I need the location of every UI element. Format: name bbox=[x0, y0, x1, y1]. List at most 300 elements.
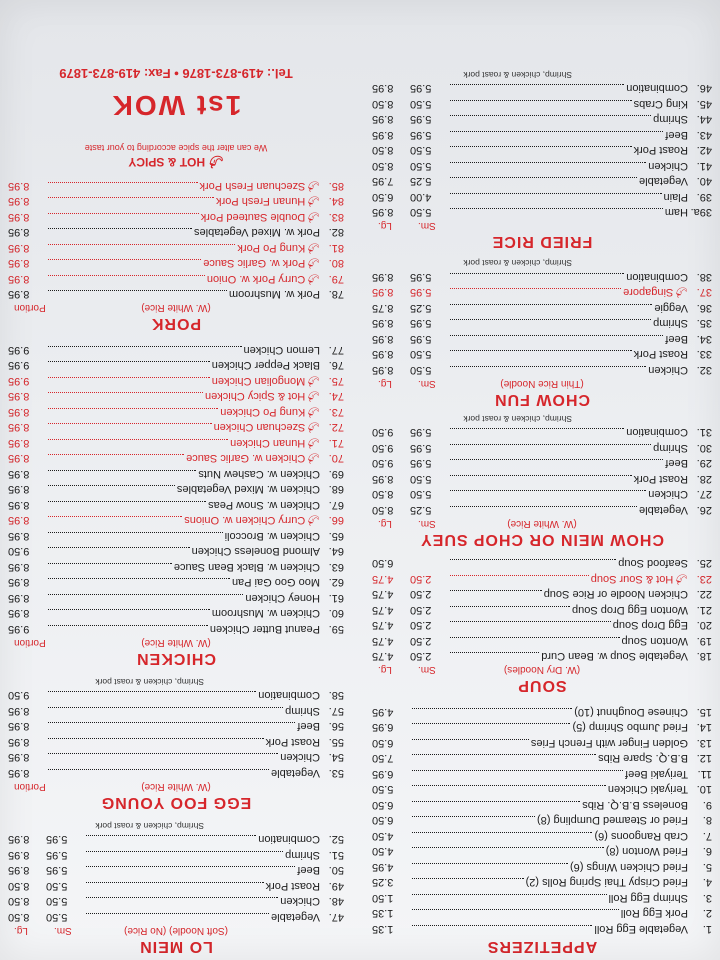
dot-leader bbox=[450, 366, 646, 377]
dot-leader bbox=[450, 460, 663, 471]
dot-leader bbox=[48, 213, 199, 224]
item-name-wrap bbox=[537, 812, 688, 828]
dot-leader bbox=[86, 913, 269, 924]
price-large: 8.50 bbox=[372, 488, 394, 501]
dot-leader bbox=[48, 393, 203, 404]
item-name-wrap bbox=[266, 878, 320, 894]
price-large: 4.75 bbox=[372, 573, 394, 585]
item-name: Seafood Soup bbox=[618, 557, 688, 570]
item-name-wrap bbox=[208, 497, 320, 513]
price-small: 5.95 bbox=[410, 286, 432, 299]
menu-item-row bbox=[372, 111, 712, 127]
egg-foo-young-subheader bbox=[8, 780, 344, 792]
item-name: Wonton Egg Drop Soup bbox=[572, 604, 688, 616]
dot-leader bbox=[450, 320, 651, 331]
item-name: Chicken w. Mixed Vegetables bbox=[176, 483, 320, 496]
dot-leader bbox=[450, 131, 663, 142]
item-name-wrap bbox=[625, 766, 688, 782]
item-name-wrap bbox=[177, 481, 320, 497]
dot-leader bbox=[450, 491, 646, 502]
dot-leader bbox=[450, 193, 662, 204]
price-large: 4.75 bbox=[372, 650, 394, 663]
item-name: Combination bbox=[258, 833, 320, 846]
portion-label: Portion bbox=[14, 637, 46, 648]
menu-column-right bbox=[8, 67, 344, 960]
item-number: 53. bbox=[328, 767, 344, 779]
item-number: 9. bbox=[702, 799, 712, 811]
price: 9.50 bbox=[8, 545, 30, 558]
menu-item-row bbox=[8, 543, 344, 559]
menu-item-row bbox=[8, 342, 344, 358]
price-small: 5.95 bbox=[410, 113, 432, 126]
section-title-chow-mein: CHOW MEIN OR CHOP SUEY bbox=[420, 531, 664, 548]
item-number: 65. bbox=[328, 530, 344, 542]
price: 8.95 bbox=[8, 195, 30, 208]
price: 8.95 bbox=[8, 273, 30, 285]
item-name: Pork w. Garlic Sauce bbox=[203, 257, 306, 270]
dot-leader bbox=[450, 444, 651, 455]
menu-item-row bbox=[8, 240, 344, 256]
item-name: Combination bbox=[626, 426, 688, 439]
pork-list bbox=[8, 178, 344, 302]
price: 8.95 bbox=[8, 705, 30, 717]
item-name-wrap bbox=[230, 435, 320, 451]
menu-item-row bbox=[372, 189, 712, 205]
combo-note: Shrimp, chicken & roast pork bbox=[463, 258, 572, 269]
item-number: 32. bbox=[696, 364, 712, 376]
item-name: Roast Pork bbox=[633, 144, 688, 157]
menu-item-row bbox=[8, 878, 344, 894]
menu-item-row bbox=[372, 766, 712, 782]
dot-leader bbox=[48, 579, 230, 590]
price-large: 4.75 bbox=[372, 619, 394, 632]
item-name: Combination bbox=[626, 271, 688, 283]
menu-item-row bbox=[8, 481, 344, 497]
item-name: Fried Jumbo Shrimp (5) bbox=[572, 721, 688, 734]
section-title-chicken: CHICKEN bbox=[136, 650, 216, 667]
dot-leader bbox=[48, 198, 214, 209]
item-name: Vegetable bbox=[639, 175, 688, 188]
item-number: 34. bbox=[696, 333, 712, 345]
item-name-wrap bbox=[544, 586, 688, 602]
menu-item-row bbox=[8, 404, 344, 420]
pepper-icon: 🌶 bbox=[307, 421, 320, 433]
price-small: 5.95 bbox=[410, 271, 432, 283]
menu-item-row bbox=[372, 204, 712, 220]
price-large: 8.50 bbox=[372, 504, 394, 516]
chicken-list bbox=[8, 342, 344, 637]
item-name-wrap bbox=[608, 781, 688, 797]
portion-label: Portion bbox=[14, 302, 46, 314]
price-large: 9.50 bbox=[372, 442, 394, 454]
item-name: Kung Po Chicken bbox=[220, 406, 306, 418]
price-small: 5.50 bbox=[46, 911, 68, 923]
soup-subtitle: (W. Dry Noodles) bbox=[503, 664, 581, 676]
price-small: 2.50 bbox=[410, 619, 432, 632]
menu-item-row bbox=[372, 874, 712, 890]
combo-note: Shrimp, chicken & roast pork bbox=[463, 70, 572, 80]
item-name-wrap bbox=[664, 189, 688, 205]
price-small: 5.25 bbox=[410, 302, 432, 314]
item-number: 80. bbox=[328, 257, 344, 270]
chow-fun-subheader bbox=[372, 377, 712, 389]
item-number: 50. bbox=[328, 864, 344, 877]
item-name-wrap bbox=[621, 905, 688, 921]
item-number: 79. bbox=[328, 273, 344, 285]
item-name: Roast Pork bbox=[265, 880, 320, 892]
item-name-wrap bbox=[613, 617, 688, 633]
dot-leader bbox=[450, 606, 570, 617]
item-number: 72. bbox=[328, 421, 344, 434]
size-large-label: Lg. bbox=[14, 925, 28, 936]
menu-item-row bbox=[8, 450, 344, 466]
menu-item-row bbox=[8, 512, 344, 528]
pepper-icon: 🌶 bbox=[307, 437, 320, 448]
restaurant-phone-fax: Tel.: 419-873-1876 • Fax: 419-873-1879 bbox=[59, 66, 293, 82]
dot-leader bbox=[412, 801, 580, 812]
item-name: Chicken w. Snow Peas bbox=[208, 499, 320, 511]
price-large: 8.50 bbox=[372, 98, 394, 110]
menu-item-row bbox=[8, 178, 344, 194]
item-name-wrap bbox=[271, 765, 320, 781]
item-name: Roast Pork bbox=[265, 736, 320, 748]
price: 8.95 bbox=[8, 607, 30, 620]
item-name-wrap bbox=[648, 362, 688, 378]
chow-mein-subtitle: (W. White Rice) bbox=[507, 518, 577, 529]
item-number: 48. bbox=[328, 895, 344, 908]
item-name: King Crabs bbox=[633, 98, 688, 110]
dot-leader bbox=[450, 273, 624, 284]
menu-item-row bbox=[8, 734, 344, 750]
price-small: 5.95 bbox=[410, 457, 432, 470]
pepper-icon: 🌶 bbox=[307, 390, 320, 402]
size-small-label: Sm. bbox=[418, 664, 436, 676]
item-name: Moo Goo Gai Pan bbox=[231, 576, 320, 589]
section-title-lo-mein: LO MEIN bbox=[139, 938, 213, 955]
item-name-wrap bbox=[207, 271, 320, 287]
size-small-label: Sm. bbox=[418, 518, 436, 529]
dot-leader bbox=[48, 291, 227, 302]
item-name: Chicken w. Garlic Sauce bbox=[186, 452, 306, 465]
menu-item-row bbox=[372, 602, 712, 618]
item-number: 4. bbox=[702, 876, 712, 889]
item-name-wrap bbox=[198, 466, 320, 482]
item-number: 85. bbox=[328, 180, 344, 192]
dot-leader bbox=[48, 723, 295, 734]
menu-item-row bbox=[372, 158, 712, 174]
item-number: 41. bbox=[696, 160, 712, 172]
item-name: Chicken bbox=[280, 895, 320, 908]
price: 8.95 bbox=[8, 576, 30, 589]
item-number: 63. bbox=[328, 561, 344, 573]
item-name: Chicken w. Broccoli bbox=[224, 530, 320, 542]
price-large: 8.95 bbox=[8, 849, 30, 861]
price: 8.95 bbox=[8, 390, 30, 403]
dot-leader bbox=[412, 724, 570, 735]
item-number: 5. bbox=[702, 861, 712, 873]
egg-foo-young-list bbox=[8, 687, 344, 780]
dot-leader bbox=[86, 851, 283, 862]
dot-leader bbox=[48, 377, 210, 388]
menu-item-row bbox=[8, 749, 344, 765]
dot-leader bbox=[450, 100, 632, 111]
dot-leader bbox=[412, 755, 596, 766]
price: 8.95 bbox=[8, 468, 30, 480]
menu-item-row bbox=[8, 621, 344, 637]
item-name-wrap bbox=[570, 859, 688, 875]
price-small: 5.25 bbox=[410, 175, 432, 188]
pepper-icon: 🌶 bbox=[307, 195, 320, 207]
price-large: 4.75 bbox=[372, 588, 394, 601]
item-name-wrap bbox=[214, 419, 320, 435]
dot-leader bbox=[48, 260, 201, 271]
menu-item-row bbox=[8, 419, 344, 435]
item-name: Combination bbox=[258, 689, 320, 702]
menu-item-row bbox=[372, 859, 712, 875]
item-name: Chinese Doughnut (10) bbox=[574, 706, 688, 718]
dot-leader bbox=[412, 832, 592, 843]
item-name: Chicken bbox=[648, 364, 688, 376]
price: 6.50 bbox=[372, 799, 394, 811]
menu-item-row bbox=[372, 797, 712, 813]
item-name-wrap bbox=[244, 342, 320, 358]
dot-leader bbox=[450, 653, 539, 664]
price-large: 8.95 bbox=[372, 364, 394, 376]
price-large: 8.50 bbox=[372, 144, 394, 157]
price-small: 5.95 bbox=[46, 849, 68, 861]
dot-leader bbox=[412, 925, 592, 936]
item-number: 35. bbox=[696, 317, 712, 330]
item-number: 10. bbox=[696, 783, 712, 796]
dot-leader bbox=[412, 739, 529, 750]
dot-leader bbox=[48, 244, 235, 255]
menu-item-row bbox=[8, 559, 344, 575]
item-name-wrap bbox=[639, 173, 688, 189]
dot-leader bbox=[48, 692, 256, 703]
dot-leader bbox=[450, 209, 663, 220]
item-number: 74. bbox=[328, 390, 344, 403]
price-large: 8.95 bbox=[372, 473, 394, 485]
price: 9.50 bbox=[8, 689, 30, 702]
price: 4.50 bbox=[372, 830, 394, 842]
item-number: 66. bbox=[328, 514, 344, 527]
item-name: Roast Pork bbox=[633, 473, 688, 485]
item-number: 28. bbox=[696, 473, 712, 485]
item-number: 15. bbox=[696, 706, 712, 718]
dot-leader bbox=[450, 85, 624, 96]
price-small: 5.95 bbox=[410, 82, 432, 95]
menu-item-row bbox=[8, 373, 344, 389]
price: 8.95 bbox=[8, 226, 30, 239]
item-name-wrap bbox=[665, 204, 688, 220]
price-small: 5.95 bbox=[46, 833, 68, 846]
dot-leader bbox=[48, 594, 243, 605]
price: 8.95 bbox=[8, 437, 30, 449]
item-name: Beef bbox=[665, 333, 688, 345]
price-small: 5.95 bbox=[410, 333, 432, 345]
price-large: 8.50 bbox=[8, 895, 30, 908]
item-name: Egg Drop Soup bbox=[612, 619, 688, 632]
item-name-wrap bbox=[594, 828, 688, 844]
dot-leader bbox=[48, 439, 228, 450]
item-name-wrap bbox=[653, 440, 688, 456]
item-name-wrap bbox=[174, 559, 320, 575]
item-name-wrap bbox=[212, 605, 320, 621]
item-name-wrap bbox=[582, 797, 688, 813]
item-number: 76. bbox=[328, 359, 344, 372]
menu-item-row bbox=[372, 586, 712, 602]
price-small: 5.95 bbox=[410, 317, 432, 330]
price: 8.95 bbox=[8, 242, 30, 254]
pepper-icon: 🌶 bbox=[675, 286, 688, 298]
price-large: 4.75 bbox=[372, 635, 394, 647]
item-name: Hunan Fresh Pork bbox=[216, 195, 306, 208]
fried-rice-list bbox=[372, 80, 712, 220]
price-large: 8.95 bbox=[372, 333, 394, 345]
price-small: 2.50 bbox=[410, 588, 432, 601]
item-name: Crab Rangoons (6) bbox=[594, 830, 688, 842]
menu-item-row bbox=[8, 574, 344, 590]
menu-item-row bbox=[8, 357, 344, 373]
price: 9.95 bbox=[8, 344, 30, 356]
price: 8.95 bbox=[8, 499, 30, 511]
chicken-subtitle: (W. White Rice) bbox=[141, 637, 211, 648]
item-name-wrap bbox=[203, 255, 320, 271]
egg-foo-young-subtitle: (W. White Rice) bbox=[141, 781, 211, 792]
price-large: 8.95 bbox=[372, 271, 394, 283]
pepper-icon: 🌶 bbox=[675, 573, 688, 584]
price-small: 5.95 bbox=[410, 129, 432, 141]
item-name: Curry Pork w. Onion bbox=[206, 273, 306, 285]
menu-item-row bbox=[372, 719, 712, 735]
item-name: Vegetable bbox=[639, 504, 688, 516]
dot-leader bbox=[48, 275, 205, 286]
dot-leader bbox=[48, 470, 196, 481]
item-name: B.B.Q. Spare Ribs bbox=[598, 752, 688, 765]
dot-leader bbox=[48, 769, 269, 780]
item-name: Ham bbox=[664, 206, 688, 219]
menu-item-row bbox=[8, 703, 344, 719]
menu-item-row bbox=[372, 571, 712, 587]
item-name: Chicken w. Black Bean Sauce bbox=[173, 561, 320, 573]
combo-note: Shrimp, chicken & roast pork bbox=[95, 821, 204, 831]
item-number: 69. bbox=[328, 468, 344, 480]
menu-item-row bbox=[372, 362, 712, 378]
dot-leader bbox=[412, 879, 524, 890]
item-name-wrap bbox=[648, 486, 688, 502]
dot-leader bbox=[48, 362, 210, 373]
price-large: 8.50 bbox=[8, 880, 30, 892]
item-name-wrap bbox=[639, 502, 688, 518]
menu-item-row bbox=[372, 80, 712, 96]
price: 9.95 bbox=[8, 359, 30, 372]
price: 9.95 bbox=[8, 375, 30, 387]
item-number: 67. bbox=[328, 499, 344, 511]
price-small: 5.50 bbox=[410, 144, 432, 157]
item-name: Pork w. Mixed Vegetables bbox=[194, 226, 320, 239]
menu-item-row bbox=[372, 455, 712, 471]
item-name: Chicken bbox=[648, 160, 688, 172]
pepper-icon: 🌶 bbox=[307, 406, 320, 417]
item-number: 54. bbox=[328, 751, 344, 764]
hot-spicy-legend bbox=[8, 156, 344, 170]
item-name-wrap bbox=[626, 424, 688, 440]
item-name-wrap bbox=[634, 346, 688, 362]
item-name-wrap bbox=[572, 719, 688, 735]
dot-leader bbox=[48, 182, 198, 193]
item-number: 39a. bbox=[690, 206, 712, 219]
item-number: 31. bbox=[696, 426, 712, 439]
item-name-wrap bbox=[285, 703, 320, 719]
pepper-icon: 🌶 bbox=[307, 452, 320, 464]
dot-leader bbox=[48, 610, 210, 621]
menu-item-row bbox=[372, 331, 712, 347]
item-number: 46. bbox=[696, 82, 712, 95]
price-large: 6.50 bbox=[372, 557, 394, 570]
price-large: 6.50 bbox=[372, 191, 394, 203]
dot-leader bbox=[412, 770, 623, 781]
item-number: 8. bbox=[702, 814, 712, 827]
dot-leader bbox=[48, 517, 182, 528]
price-large: 8.95 bbox=[372, 286, 394, 299]
item-number: 11. bbox=[697, 768, 712, 780]
item-name: Beef bbox=[297, 720, 320, 733]
item-number: 56. bbox=[328, 720, 344, 733]
dot-leader bbox=[48, 548, 190, 559]
price-large: 8.95 bbox=[372, 129, 394, 141]
pepper-icon: 🌶 bbox=[208, 155, 224, 170]
menu-column-left bbox=[372, 69, 712, 960]
item-name-wrap bbox=[271, 909, 320, 925]
dot-leader bbox=[48, 424, 212, 435]
pepper-icon: 🌶 bbox=[307, 242, 320, 253]
item-name: Kung Po Pork bbox=[237, 242, 306, 254]
price-large: 8.95 bbox=[372, 82, 394, 95]
menu-item-row bbox=[8, 466, 344, 482]
item-name: Pork w. Mushroom bbox=[228, 288, 320, 301]
menu-item-row bbox=[372, 502, 712, 518]
price: 6.50 bbox=[372, 814, 394, 827]
pepper-icon: 🌶 bbox=[307, 180, 320, 191]
item-name: Vegetable bbox=[271, 767, 320, 779]
price-small: 5.95 bbox=[46, 864, 68, 877]
price-small: 5.95 bbox=[410, 426, 432, 439]
dot-leader bbox=[450, 351, 632, 362]
pork-subtitle: (W. White Rice) bbox=[141, 302, 211, 314]
item-number: 38. bbox=[696, 271, 712, 283]
item-name-wrap bbox=[591, 571, 688, 587]
dot-leader bbox=[450, 591, 542, 602]
restaurant-name: 1st WOK bbox=[110, 90, 242, 122]
menu-item-row bbox=[372, 921, 712, 937]
item-name-wrap bbox=[626, 80, 688, 96]
item-number: 52. bbox=[328, 833, 344, 846]
item-name-wrap bbox=[220, 404, 320, 420]
item-name: Chicken bbox=[648, 488, 688, 501]
price: 9.95 bbox=[8, 623, 30, 635]
price: 8.95 bbox=[8, 767, 30, 779]
menu-item-row bbox=[372, 284, 712, 300]
menu-item-row bbox=[8, 388, 344, 404]
item-name: Mongolian Chicken bbox=[211, 375, 306, 387]
item-number: 57. bbox=[328, 705, 344, 717]
item-name: Fried or Steamed Dumpling (8) bbox=[536, 814, 688, 827]
menu-item-row bbox=[8, 286, 344, 302]
item-name: Honey Chicken bbox=[245, 592, 320, 604]
dot-leader bbox=[412, 786, 606, 797]
dot-leader bbox=[450, 637, 620, 648]
item-number: 78. bbox=[328, 288, 344, 301]
